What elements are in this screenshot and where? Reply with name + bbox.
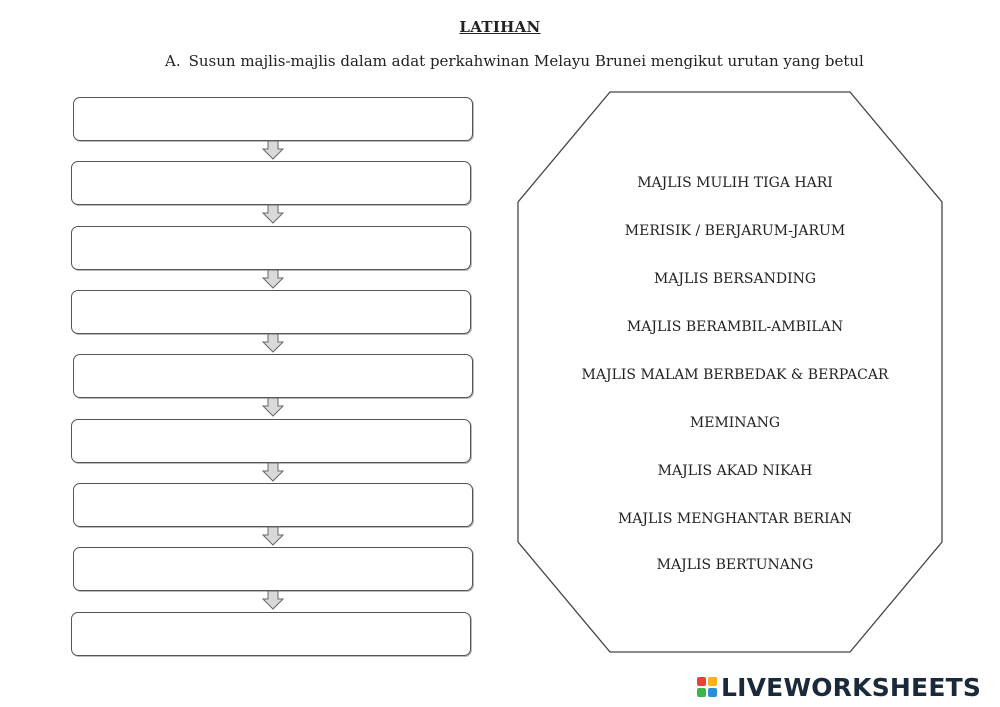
option-item[interactable]: MAJLIS MALAM BERBEDAK & BERPACAR [581,367,889,383]
option-item[interactable]: MAJLIS BERSANDING [653,271,817,287]
option-item[interactable]: MAJLIS BERTUNANG [656,557,814,573]
option-item[interactable]: MERISIK / BERJARUM-JARUM [624,223,846,239]
down-arrow-icon [261,397,285,417]
liveworksheets-logo [697,674,993,700]
liveworksheets-brand: LIVEWORKSHEETS [721,672,982,702]
answer-box-1[interactable] [73,97,473,141]
down-arrow-icon [261,526,285,546]
option-item[interactable]: MAJLIS AKAD NIKAH [657,463,813,479]
option-item[interactable]: MEMINANG [689,415,781,431]
answer-box-8[interactable] [73,547,473,591]
worksheet-title: LATIHAN [459,18,541,36]
answer-box-6[interactable] [71,419,471,463]
answer-box-9[interactable] [71,612,471,656]
answer-box-2[interactable] [71,161,471,205]
down-arrow-icon [261,462,285,482]
answer-box-3[interactable] [71,226,471,270]
instruction-text: Susun majlis-majlis dalam adat perkahwinan Melayu Brunei mengikut urutan yang betul [188,52,864,70]
answer-box-4[interactable] [71,290,471,334]
down-arrow-icon [261,204,285,224]
option-item[interactable]: MAJLIS MENGHANTAR BERIAN [617,511,853,527]
liveworksheets-mark-icon [697,677,717,697]
instruction [165,52,864,70]
option-item[interactable]: MAJLIS BERAMBIL-AMBILAN [626,319,844,335]
down-arrow-icon [261,333,285,353]
down-arrow-icon [261,269,285,289]
option-item[interactable]: MAJLIS MULIH TIGA HARI [637,175,833,191]
answer-box-5[interactable] [73,354,473,398]
instruction-label: A. [165,52,181,70]
down-arrow-icon [261,140,285,160]
answer-box-7[interactable] [73,483,473,527]
down-arrow-icon [261,590,285,610]
